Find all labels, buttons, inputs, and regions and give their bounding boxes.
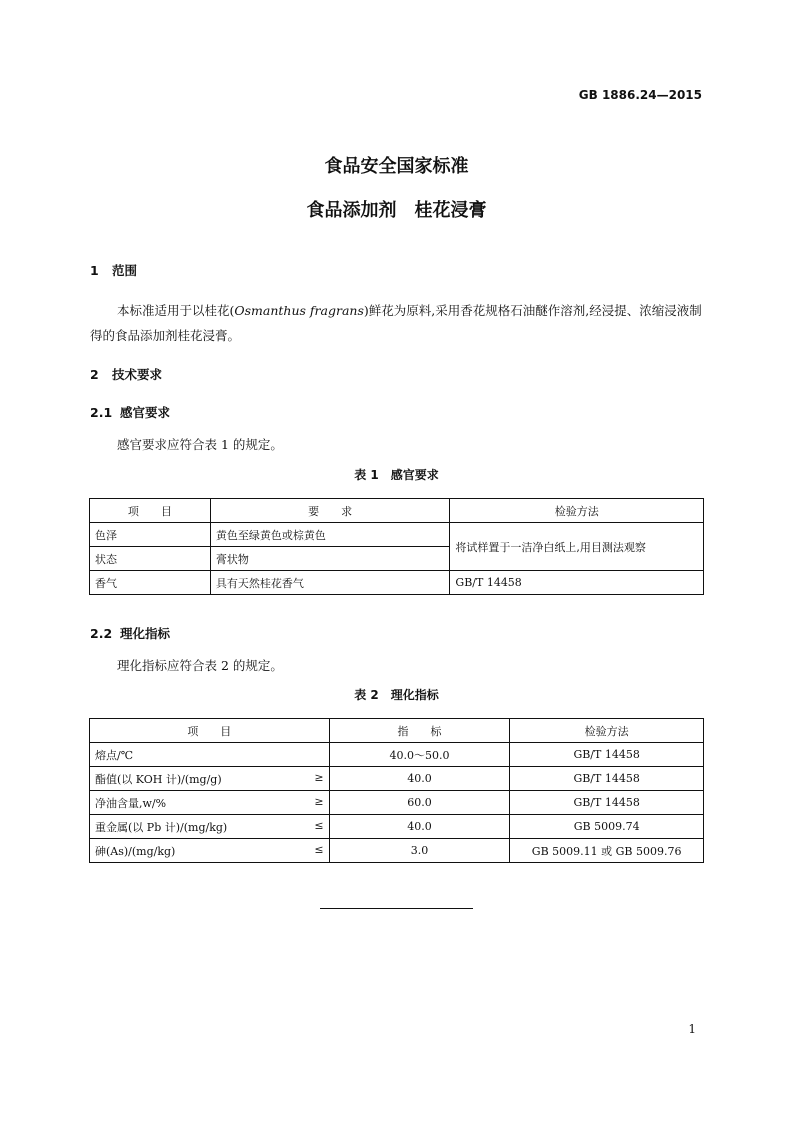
comparison-symbol: ≥ xyxy=(314,770,324,784)
section-title: 感官要求 xyxy=(120,405,171,420)
section-title: 理化指标 xyxy=(120,626,171,641)
table-row xyxy=(90,815,704,839)
section-1-heading xyxy=(90,261,137,279)
section-2-1-heading xyxy=(90,403,170,421)
item-label: 重金属(以 Pb 计)/(mg/kg) xyxy=(95,820,228,834)
table-cell: GB/T 14458 xyxy=(450,571,704,595)
column-header: 检验方法 xyxy=(510,719,704,743)
paragraph-text-end: )鲜花为原料,采用香花规格石油醚作溶剂,经浸提、浓缩浸液制得的食品添加剂桂花浸膏。 xyxy=(90,303,702,343)
section-number: 2.1 xyxy=(90,405,113,420)
table-cell xyxy=(90,815,330,839)
section-1-paragraph xyxy=(90,298,703,348)
table-cell: 色泽 xyxy=(90,523,211,547)
section-2-heading xyxy=(90,365,162,383)
table-cell: GB/T 14458 xyxy=(510,743,704,767)
item-label: 净油含量,w/% xyxy=(95,796,167,810)
table-cell: 状态 xyxy=(90,547,211,571)
table-cell xyxy=(90,791,330,815)
table-cell: 40.0 xyxy=(329,767,510,791)
section-number: 1 xyxy=(90,263,99,278)
table-cell xyxy=(90,839,330,863)
table-cell xyxy=(90,767,330,791)
paragraph-text-start: 本标准适用于以桂花( xyxy=(117,303,235,318)
table-cell: 40.0 xyxy=(329,815,510,839)
table-1 xyxy=(89,498,704,595)
table-header-row xyxy=(90,499,704,523)
table-cell: GB 5009.11 或 GB 5009.76 xyxy=(510,839,704,863)
table-1-caption: 表 1 感官要求 xyxy=(354,468,439,482)
column-header: 项 目 xyxy=(90,719,330,743)
section-number: 2 xyxy=(90,367,99,382)
page-number: 1 xyxy=(688,1022,696,1036)
column-header: 要 求 xyxy=(210,499,450,523)
table-cell: 具有天然桂花香气 xyxy=(210,571,450,595)
latin-name: Osmanthus fragrans xyxy=(234,303,364,318)
table-cell: GB 5009.74 xyxy=(510,815,704,839)
comparison-symbol: ≤ xyxy=(314,818,324,832)
column-header: 项 目 xyxy=(90,499,211,523)
column-header: 检验方法 xyxy=(450,499,704,523)
comparison-symbol: ≥ xyxy=(314,794,324,808)
section-title: 技术要求 xyxy=(112,367,163,382)
item-label: 砷(As)/(mg/kg) xyxy=(95,844,176,858)
table-cell: 60.0 xyxy=(329,791,510,815)
table-cell: GB/T 14458 xyxy=(510,767,704,791)
document-subtitle: 食品添加剂 桂花浸膏 xyxy=(306,200,487,221)
table-cell: 40.0～50.0 xyxy=(329,743,510,767)
table-row xyxy=(90,743,704,767)
table-row xyxy=(90,791,704,815)
table-cell: 黄色至绿黄色或棕黄色 xyxy=(210,523,450,547)
table-row xyxy=(90,839,704,863)
item-label: 熔点/℃ xyxy=(95,748,134,762)
section-2-2-text: 理化指标应符合表 2 的规定。 xyxy=(117,658,283,673)
table-cell: 香气 xyxy=(90,571,211,595)
table-header-row xyxy=(90,719,704,743)
section-number: 2.2 xyxy=(90,626,113,641)
section-title: 范围 xyxy=(112,263,138,278)
section-2-1-text: 感官要求应符合表 1 的规定。 xyxy=(117,437,283,452)
table-row xyxy=(90,767,704,791)
comparison-symbol: ≤ xyxy=(314,842,324,856)
table-2 xyxy=(89,718,704,863)
end-rule xyxy=(320,908,473,909)
table-cell: 膏状物 xyxy=(210,547,450,571)
table-cell xyxy=(90,743,330,767)
table-cell: 3.0 xyxy=(329,839,510,863)
document-title: 食品安全国家标准 xyxy=(324,156,469,177)
column-header: 指 标 xyxy=(329,719,510,743)
item-label: 酯值(以 KOH 计)/(mg/g) xyxy=(95,772,222,786)
standard-code: GB 1886.24—2015 xyxy=(578,88,702,102)
table-row xyxy=(90,571,704,595)
table-cell: 将试样置于一洁净白纸上,用目测法观察 xyxy=(450,523,704,571)
section-2-2-heading xyxy=(90,624,170,642)
table-cell: GB/T 14458 xyxy=(510,791,704,815)
table-2-caption: 表 2 理化指标 xyxy=(354,688,439,702)
table-row xyxy=(90,523,704,547)
